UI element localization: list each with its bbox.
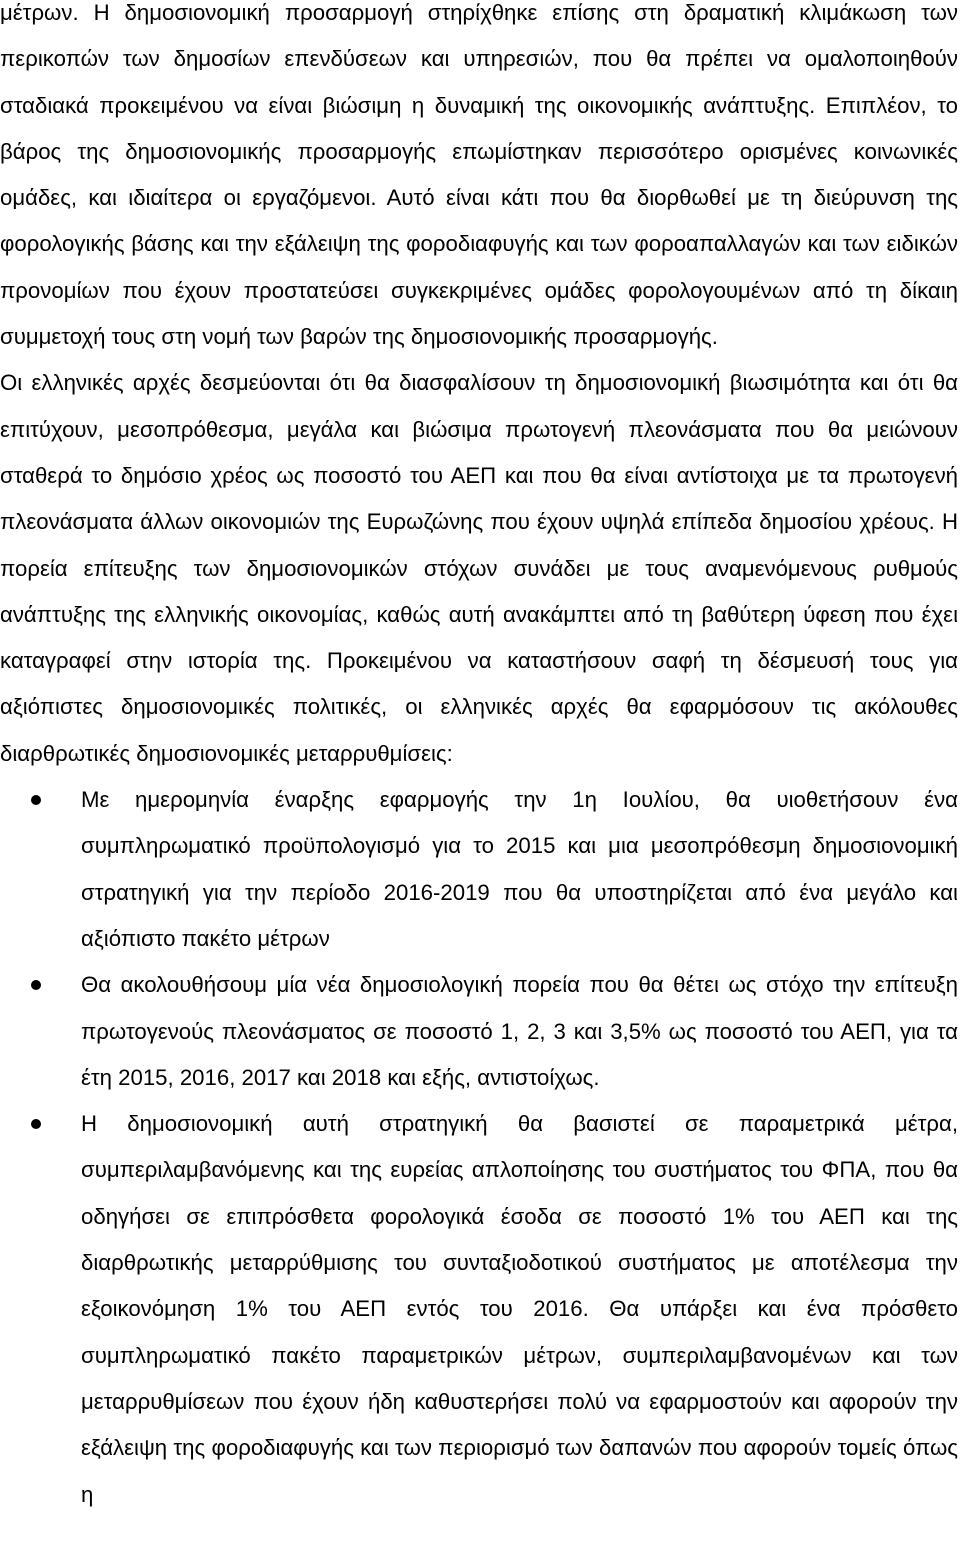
list-item-text: Η δημοσιονομική αυτή στρατηγική θα βασιστεί σε παραμετρικά μέτρα, συμπεριλαμβανόμενης και της ευρείας απλοποίησης του συστήματος του ΦΠΑ, που θα οδηγήσει σε επιπρόσθετα φορολογικά έσοδα σε ποσοστό 1% του ΑΕΠ και της διαρθρωτικής μεταρρύθμισης του συνταξιοδοτικού συστήματος με αποτέλεσμα την εξοικονόμηση 1% του ΑΕΠ εντός του 2016. Θα υπάρξει και ένα πρόσθετο συμπληρωματικό πακέτο παραμετρικών μέτρων, συμπεριλαμβανομένων και των μεταρρυθμίσεων που έχουν ήδη καθυστερήσει πολύ να εφαρμοστούν και αφορούν την εξάλειψη της φοροδιαφυγής και των περιορισμό των δαπανών που αφορούν τομείς όπως η: [81, 1111, 958, 1507]
body-paragraph: Οι ελληνικές αρχές δεσμεύονται ότι θα διασφαλίσουν τη δημοσιονομική βιωσιμότητα και ότι θα επιτύχουν, μεσοπρόθεσμα, μεγάλα και βιώσιμα πρωτογενή πλεονάσματα που θα μειώνουν σταθερά το δημόσιο χρέος ως ποσοστό του ΑΕΠ και που θα είναι αντίστοιχα με τα πρωτογενή πλεονάσματα άλλων οικονομιών της Ευρωζώνης που έχουν υψηλά επίπεδα δημοσίου χρέους. Η πορεία επίτευξης των δημοσιονομικών στόχων συνάδει με τους αναμενόμενους ρυθμούς ανάπτυξης της ελληνικής οικονομίας, καθώς αυτή ανακάμπτει από τη βαθύτερη ύφεση που έχει καταγραφεί στην ιστορία της. Προκειμένου να καταστήσουν σαφή τη δέσμευσή τους για αξιόπιστες δημοσιονομικές πολιτικές, οι ελληνικές αρχές θα εφαρμόσουν τις ακόλουθες διαρθρωτικές δημοσιονομικές μεταρρυθμίσεις:: [0, 370, 958, 766]
bullet-icon: [31, 980, 41, 990]
list-item-text: Θα ακολουθήσουμ μία νέα δημοσιολογική πορεία που θα θέτει ως στόχο την επίτευξη πρωτογενούς πλεονάσματος σε ποσοστό 1, 2, 3 και 3,5% ως ποσοστό του ΑΕΠ, για τα έτη 2015, 2016, 2017 και 2018 και εξής, αντιστοίχως.: [81, 972, 958, 1090]
list-item: [0, 1101, 958, 1518]
list-item: [0, 962, 958, 1101]
body-paragraph: μέτρων. Η δημοσιονομική προσαρμογή στηρίχθηκε επίσης στη δραματική κλιμάκωση των περικοπών των δημοσίων επενδύσεων και υπηρεσιών, που θα πρέπει να ομαλοποιηθούν σταδιακά προκειμένου να είναι βιώσιμη η δυναμική της οικονομικής ανάπτυξης. Επιπλέον, το βάρος της δημοσιονομικής προσαρμογής επωμίστηκαν περισσότερο ορισμένες κοινωνικές ομάδες, και ιδιαίτερα οι εργαζόμενοι. Αυτό είναι κάτι που θα διορθωθεί με τη διεύρυνση της φορολογικής βάσης και την εξάλειψη της φοροδιαφυγής και των φοροαπαλλαγών και των ειδικών προνομίων που έχουν προστατεύσει συγκεκριμένες ομάδες φορολογουμένων από τη δίκαιη συμμετοχή τους στη νομή των βαρών της δημοσιονομικής προσαρμογής.: [0, 0, 958, 350]
list-item: [0, 777, 958, 962]
bullet-icon: [31, 1119, 41, 1129]
measures-bullet-list: [0, 777, 958, 1518]
list-item-text: Με ημερομηνία έναρξης εφαρμογής την 1η Ιουλίου, θα υιοθετήσουν ένα συμπληρωματικό προϋπολογισμό για το 2015 και μια μεσοπρόθεσμη δημοσιονομική στρατηγική για την περίοδο 2016-2019 που θα υποστηρίζεται από ένα μεγάλο και αξιόπιστο πακέτο μέτρων: [81, 787, 958, 951]
bullet-icon: [31, 795, 41, 805]
